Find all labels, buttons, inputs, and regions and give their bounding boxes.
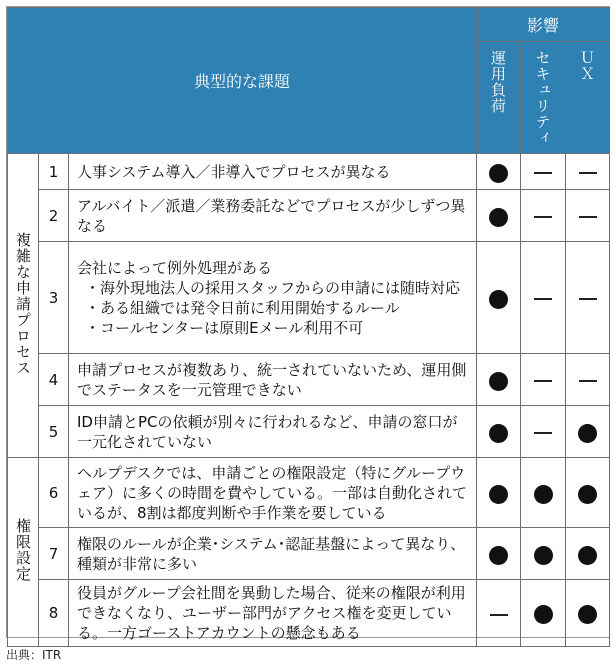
dash-icon [534, 432, 552, 434]
filled-circle-icon [489, 546, 508, 565]
category-process [8, 154, 39, 458]
dash-icon [534, 172, 552, 174]
row-number: 7 [39, 528, 69, 580]
dash-icon [579, 380, 597, 382]
header-col-security-label: セキュリティ [533, 50, 552, 146]
row-description: 申請プロセスが複数あり、統一されていないため、運用側でステータスを一元管理できない [69, 354, 477, 406]
row-description-main: 会社によって例外処理がある [77, 258, 273, 277]
filled-circle-icon [534, 546, 553, 565]
filled-circle-icon [578, 605, 597, 624]
dash-icon [534, 298, 552, 300]
source-note: 出典：ITR [6, 648, 62, 662]
filled-circle-icon [578, 424, 597, 443]
ux-mark [566, 154, 610, 190]
filled-circle-icon [489, 485, 508, 504]
table-row [8, 190, 610, 242]
header-col-ux-label: ＵＸ [578, 50, 597, 82]
dash-icon [579, 298, 597, 300]
table-row [8, 406, 610, 458]
row-description: 人事システム導入／非導入でプロセスが異なる [69, 154, 477, 190]
ux-mark [566, 406, 610, 458]
row-description-sub: ・ある組織では発令日前に利用開始するルール [85, 298, 400, 317]
ops-mark [477, 242, 521, 354]
dash-icon [534, 380, 552, 382]
header-impact: 影響 [477, 8, 610, 42]
table-row [8, 154, 610, 190]
security-mark [521, 242, 566, 354]
row-description: 役員がグループ会社間を異動した場合、従来の権限が利用できなくなり、ユーザー部門がアクセス権を変更している。一方ゴーストアカウントの懸念もある [69, 580, 477, 647]
row-number: 3 [39, 242, 69, 354]
ux-mark [566, 580, 610, 647]
row-description: アルバイト／派遣／業務委託などでプロセスが少しずつ異なる [69, 190, 477, 242]
table-row [8, 242, 610, 354]
table-row [8, 580, 610, 647]
header-col-ops-label: 運用負荷 [489, 50, 508, 114]
filled-circle-icon [534, 605, 553, 624]
filled-circle-icon [534, 485, 553, 504]
filled-circle-icon [489, 208, 508, 227]
row-description: 権限のルールが企業･システム･認証基盤によって異なり、種類が非常に多い [69, 528, 477, 580]
security-mark [521, 354, 566, 406]
security-mark [521, 406, 566, 458]
ux-mark [566, 190, 610, 242]
ops-mark [477, 154, 521, 190]
category-permission-label: 権限設定 [14, 518, 32, 582]
row-description [69, 242, 477, 354]
filled-circle-icon [578, 546, 597, 565]
challenges-table-frame [6, 6, 610, 642]
ops-mark [477, 458, 521, 528]
challenges-table [7, 7, 610, 647]
row-number: 4 [39, 354, 69, 406]
header-col-ux [566, 42, 610, 154]
filled-circle-icon [489, 424, 508, 443]
row-description: ID申請とPCの依頼が別々に行われるなど、申請の窓口が一元化されていない [69, 406, 477, 458]
ops-mark [477, 354, 521, 406]
security-mark [521, 458, 566, 528]
header-col-ops [477, 42, 521, 154]
row-number: 8 [39, 580, 69, 647]
security-mark [521, 154, 566, 190]
row-description-sub: ・コールセンターは原則Eメール利用不可 [85, 318, 364, 337]
table-row [8, 354, 610, 406]
category-process-label: 複雑な申請プロセス [14, 231, 32, 376]
ops-mark [477, 406, 521, 458]
table-row [8, 528, 610, 580]
ux-mark [566, 528, 610, 580]
security-mark [521, 580, 566, 647]
dash-icon [534, 216, 552, 218]
category-permission [8, 458, 39, 647]
dash-icon [579, 172, 597, 174]
row-number: 5 [39, 406, 69, 458]
table-row [8, 458, 610, 528]
ops-mark [477, 580, 521, 647]
ops-mark [477, 528, 521, 580]
row-number: 1 [39, 154, 69, 190]
ux-mark [566, 242, 610, 354]
ops-mark [477, 190, 521, 242]
header-col-security [521, 42, 566, 154]
row-description: ヘルプデスクでは、申請ごとの権限設定（特にグループウェア）に多くの時間を費やしている。一部は自動化されているが、8割は都度判断や手作業を要している [69, 458, 477, 528]
dash-icon [579, 216, 597, 218]
filled-circle-icon [578, 485, 597, 504]
filled-circle-icon [489, 372, 508, 391]
security-mark [521, 190, 566, 242]
header-title: 典型的な課題 [8, 8, 477, 154]
dash-icon [490, 614, 508, 616]
row-number: 6 [39, 458, 69, 528]
security-mark [521, 528, 566, 580]
filled-circle-icon [489, 164, 508, 183]
filled-circle-icon [489, 290, 508, 309]
row-number: 2 [39, 190, 69, 242]
ux-mark [566, 354, 610, 406]
row-description-sub: ・海外現地法人の採用スタッフからの申請には随時対応 [85, 278, 461, 297]
ux-mark [566, 458, 610, 528]
